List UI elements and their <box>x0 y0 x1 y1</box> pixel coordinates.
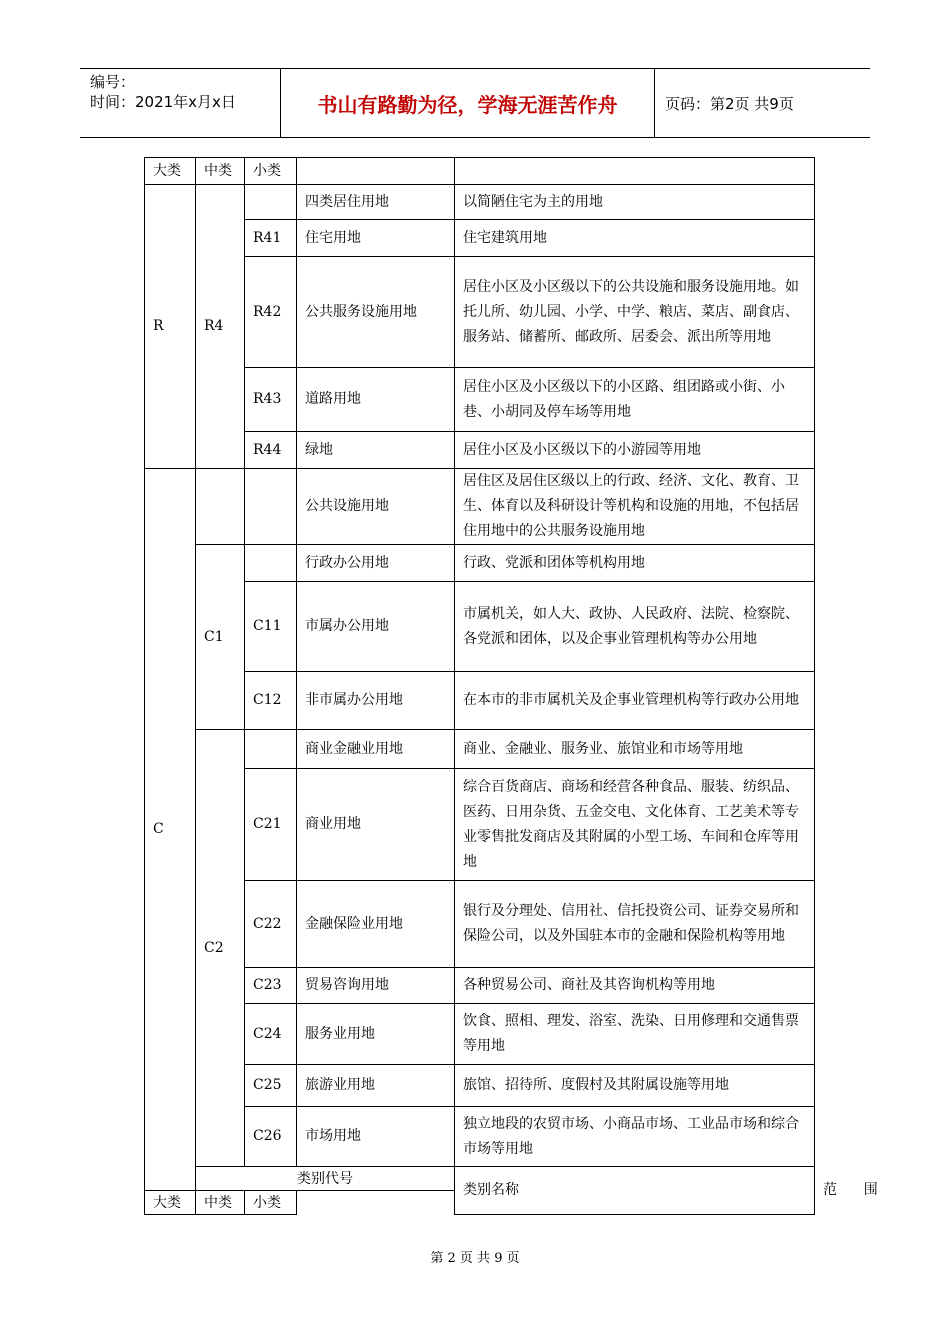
footer-medium: 中类 <box>196 1191 245 1215</box>
table-row <box>145 672 815 730</box>
code-cell: C26 <box>245 1107 297 1167</box>
scope-cell: 在本市的非市属机关及企事业管理机构等行政办公用地 <box>455 672 815 730</box>
name-cell: 绿地 <box>297 432 455 469</box>
code-cell <box>245 469 297 545</box>
header-minor: 小类 <box>245 158 297 185</box>
code-cell: C21 <box>245 769 297 881</box>
name-cell: 道路用地 <box>297 368 455 432</box>
code-cell: R42 <box>245 257 297 368</box>
footer-code-label: 类别代号 <box>196 1167 455 1191</box>
group-major-r: R <box>145 185 196 469</box>
name-cell: 商业用地 <box>297 769 455 881</box>
name-cell: 行政办公用地 <box>297 545 455 582</box>
scope-cell: 商业、金融业、服务业、旅馆业和市场等用地 <box>455 730 815 769</box>
group-medium-r4: R4 <box>196 185 245 469</box>
code-cell: C24 <box>245 1004 297 1065</box>
table-row <box>145 368 815 432</box>
scope-cell: 旅馆、招待所、度假村及其附属设施等用地 <box>455 1065 815 1107</box>
medium-cell <box>196 469 245 545</box>
time-label: 时间：2021年x月x日 <box>90 93 236 111</box>
code-cell <box>245 545 297 582</box>
code-cell: C23 <box>245 968 297 1004</box>
table-footer-row: 类别代号 类别名称 范 围 <box>145 1167 815 1191</box>
name-cell: 市场用地 <box>297 1107 455 1167</box>
table-row <box>145 1004 815 1065</box>
header-blank <box>455 158 815 185</box>
header-major: 大类 <box>145 158 196 185</box>
name-cell: 市属办公用地 <box>297 582 455 672</box>
table-row <box>145 257 815 368</box>
table-row <box>145 881 815 968</box>
table-row <box>145 730 815 769</box>
table-row <box>145 769 815 881</box>
scope-cell: 居住小区及小区级以下的小游园等用地 <box>455 432 815 469</box>
group-medium-c2: C2 <box>196 730 245 1167</box>
name-cell: 金融保险业用地 <box>297 881 455 968</box>
header-medium: 中类 <box>196 158 245 185</box>
scope-cell: 居住区及居住区级以上的行政、经济、文化、教育、卫生、体育以及科研设计等机构和设施的用地，不包括居住用地中的公共服务设施用地 <box>455 469 815 545</box>
scope-cell: 饮食、照相、理发、浴室、洗染、日用修理和交通售票等用地 <box>455 1004 815 1065</box>
table-row <box>145 545 815 582</box>
code-cell: R43 <box>245 368 297 432</box>
table-row <box>145 1065 815 1107</box>
scope-cell: 住宅建筑用地 <box>455 220 815 257</box>
name-cell: 四类居住用地 <box>297 185 455 220</box>
name-cell: 非市属办公用地 <box>297 672 455 730</box>
number-label: 编号： <box>90 73 136 91</box>
header-blank <box>297 158 455 185</box>
code-cell: C11 <box>245 582 297 672</box>
page-header <box>80 68 870 138</box>
table-row <box>145 185 815 220</box>
scope-cell: 行政、党派和团体等机构用地 <box>455 545 815 582</box>
scope-cell: 市属机关，如人大、政协、人民政府、法院、检察院、各党派和团体，以及企事业管理机构等办公用地 <box>455 582 815 672</box>
code-cell: R41 <box>245 220 297 257</box>
code-cell: C22 <box>245 881 297 968</box>
scope-cell: 以简陋住宅为主的用地 <box>455 185 815 220</box>
code-cell <box>245 730 297 769</box>
table-row <box>145 1107 815 1167</box>
name-cell: 住宅用地 <box>297 220 455 257</box>
code-cell: R44 <box>245 432 297 469</box>
page-footer: 第 2 页 共 9 页 <box>430 1251 520 1266</box>
name-cell: 公共设施用地 <box>297 469 455 545</box>
header-meta <box>80 69 281 137</box>
group-medium-c1: C1 <box>196 545 245 730</box>
code-cell: C12 <box>245 672 297 730</box>
code-cell <box>245 185 297 220</box>
footer-name-label: 类别名称 <box>455 1167 815 1215</box>
code-cell: C25 <box>245 1065 297 1107</box>
table-header-row <box>145 158 815 185</box>
scope-cell: 居住小区及小区级以下的小区路、组团路或小街、小巷、小胡同及停车场等用地 <box>455 368 815 432</box>
table-row <box>145 220 815 257</box>
scope-cell: 各种贸易公司、商社及其咨询机构等用地 <box>455 968 815 1004</box>
table-row <box>145 582 815 672</box>
group-major-c: C <box>145 469 196 1191</box>
footer-minor: 小类 <box>245 1191 297 1215</box>
name-cell: 公共服务设施用地 <box>297 257 455 368</box>
name-cell: 贸易咨询用地 <box>297 968 455 1004</box>
footer-major: 大类 <box>145 1191 196 1215</box>
table-row <box>145 432 815 469</box>
land-use-table <box>144 157 878 1215</box>
table-row <box>145 968 815 1004</box>
header-motto: 书山有路勤为径，学海无涯苦作舟 <box>281 69 655 137</box>
name-cell: 服务业用地 <box>297 1004 455 1065</box>
name-cell: 商业金融业用地 <box>297 730 455 769</box>
scope-cell: 独立地段的农贸市场、小商品市场、工业品市场和综合市场等用地 <box>455 1107 815 1167</box>
header-page-info: 页码：第2页 共9页 <box>665 94 794 113</box>
scope-cell: 综合百货商店、商场和经营各种食品、服装、纺织品、医药、日用杂货、五金交电、文化体育、工艺美术等专业零售批发商店及其附属的小型工场、车间和仓库等用地 <box>455 769 815 881</box>
scope-cell: 居住小区及小区级以下的公共设施和服务设施用地。如托儿所、幼儿园、小学、中学、粮店、菜店、副食店、服务站、储蓄所、邮政所、居委会、派出所等用地 <box>455 257 815 368</box>
name-cell: 旅游业用地 <box>297 1065 455 1107</box>
table-row <box>145 469 815 545</box>
scope-cell: 银行及分理处、信用社、信托投资公司、证券交易所和保险公司，以及外国驻本市的金融和保险机构等用地 <box>455 881 815 968</box>
